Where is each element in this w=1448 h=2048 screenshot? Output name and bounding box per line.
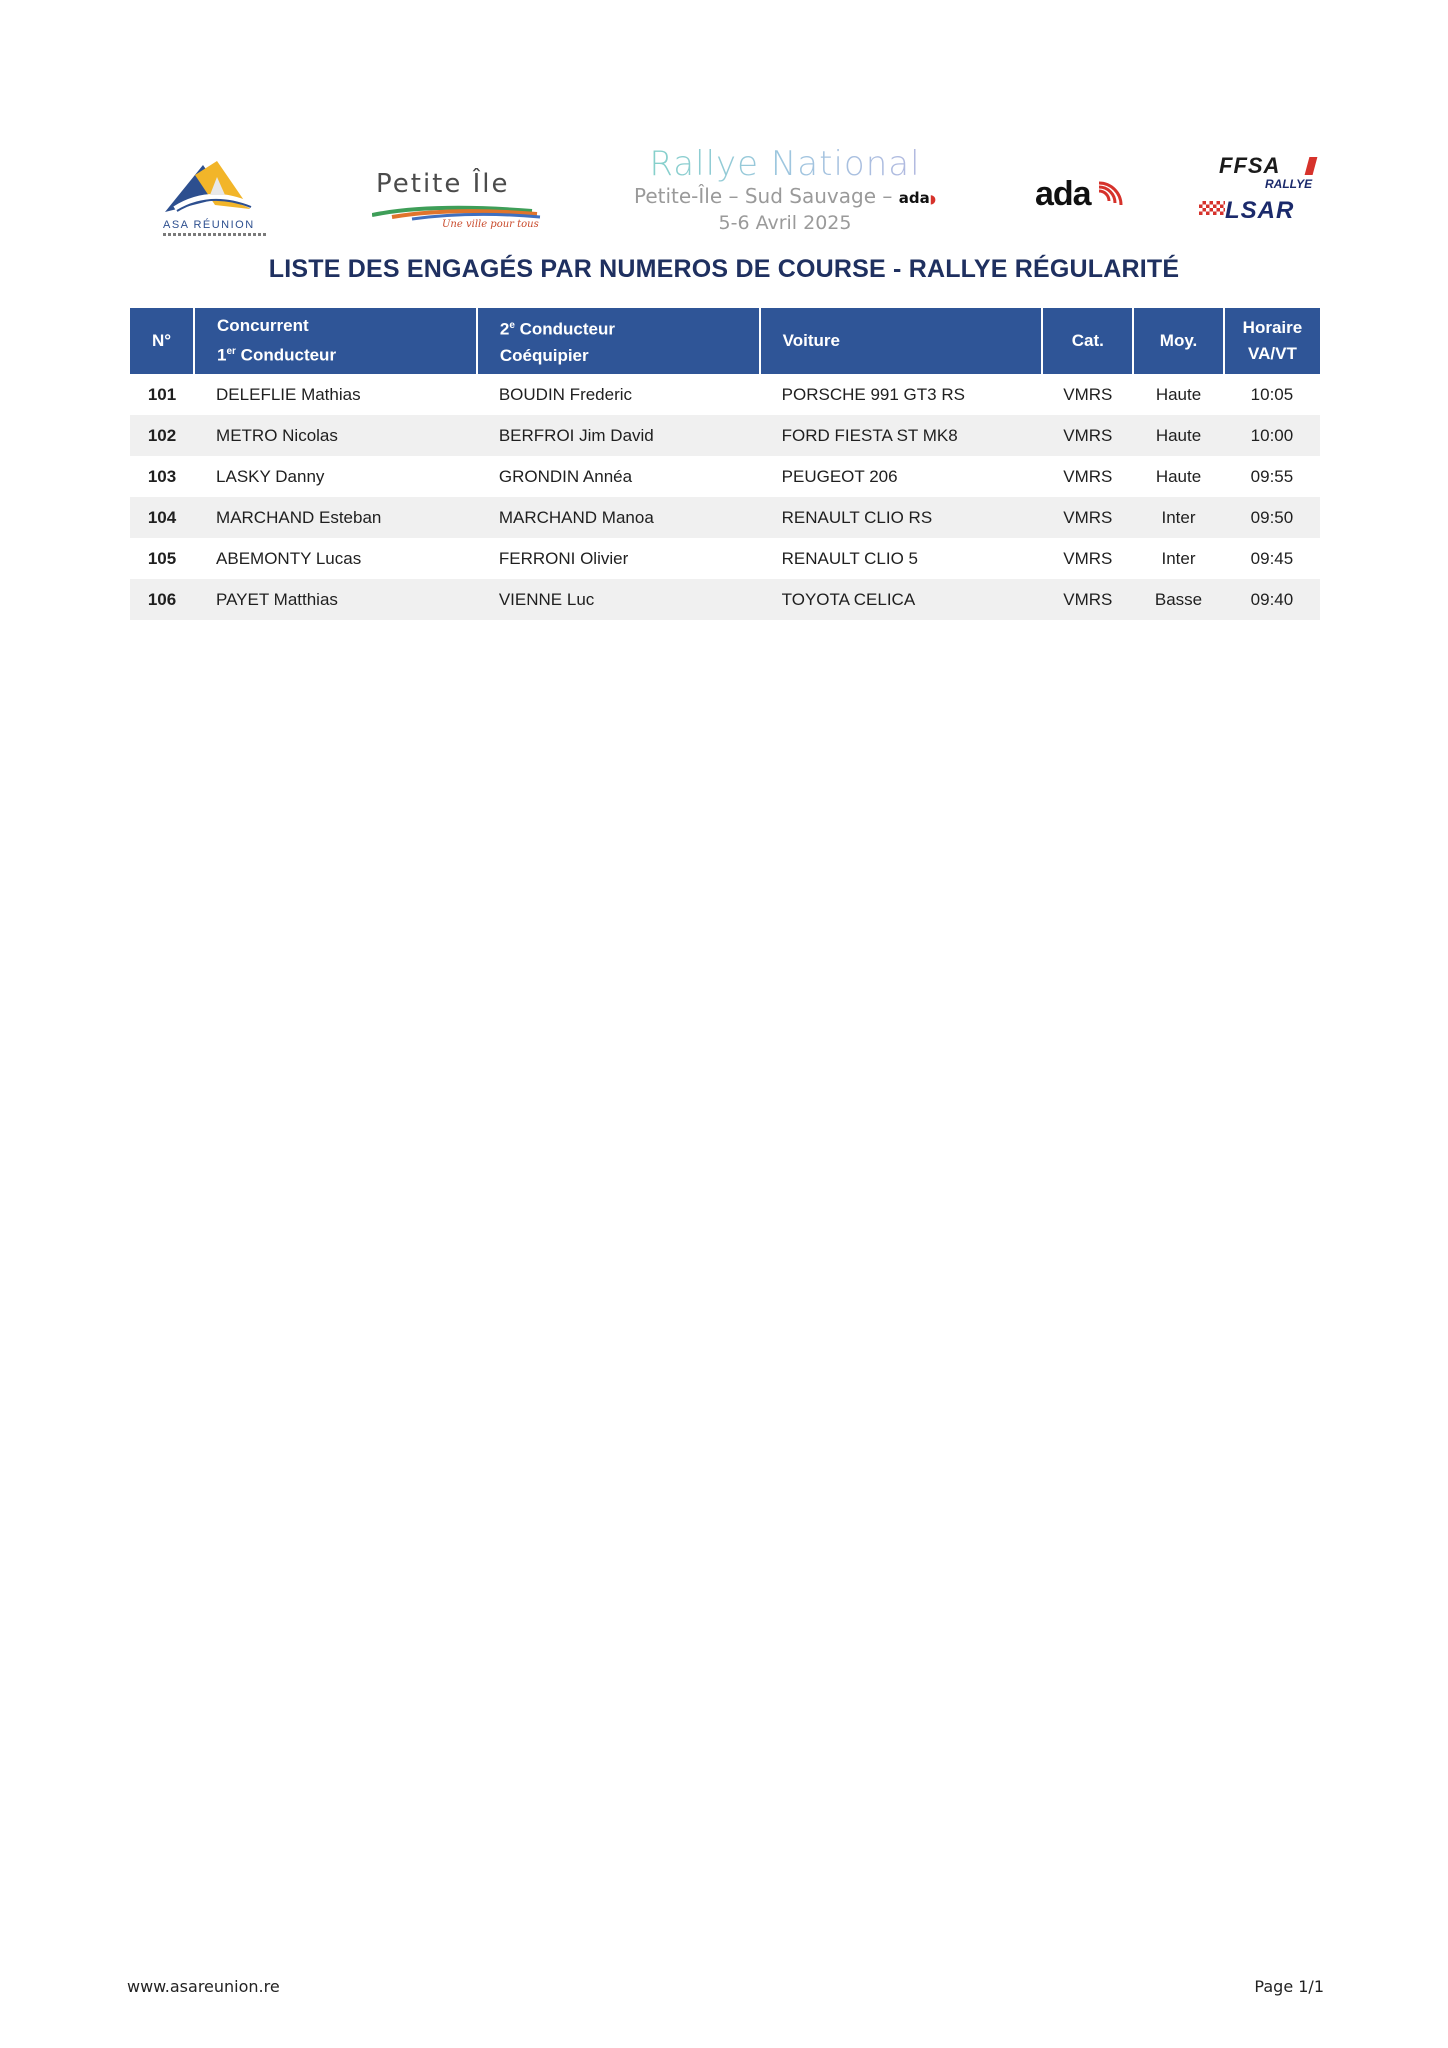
header-first-driver [217,339,476,369]
header-no: N° [130,308,194,374]
rallye-title: Rallye National [620,145,950,183]
cell-codriver: MARCHAND Manoa [477,497,760,538]
header-first-driver-num: 1 [217,345,227,365]
cell-driver: DELEFLIE Mathias [216,384,361,404]
cell-driver: MARCHAND Esteban [194,497,477,538]
cell-car: FORD FIESTA ST MK8 [760,415,1043,456]
header-second-driver-num: 2 [499,319,510,339]
asa-logo-text: ASA RÉUNION [163,219,255,231]
header-concurrent-label: Concurrent [217,316,309,336]
ffsa-rallye-text: RALLYE [1265,177,1313,191]
header-second-driver [477,308,760,374]
lsar-text: LSAR [1225,197,1295,224]
header-horaire [1224,308,1320,374]
header-second-driver-label: Conducteur [514,319,615,339]
asa-logo-subline [163,233,267,236]
table-row [130,374,1320,415]
rallye-subtitle-text: Petite-Île – Sud Sauvage – [633,184,893,208]
table-row [130,497,1320,538]
rallye-subtitle [620,183,950,212]
cell-codriver: VIENNE Luc [477,579,760,620]
cell-time: 09:45 [1250,548,1294,568]
cell-codriver: BERFROI Jim David [477,415,760,456]
ada-logo-text: ada [1035,175,1091,213]
asa-reunion-logo [155,157,275,237]
table-row [130,456,1320,497]
checkered-flag-icon [1199,201,1225,215]
table-row [130,579,1320,620]
cell-moy: Basse [1133,579,1224,620]
table-header-row [130,308,1320,374]
cell-time: 10:00 [1224,415,1320,456]
cell-time: 09:50 [1224,497,1320,538]
cell-car: RENAULT CLIO RS [760,497,1043,538]
cell-time: 09:55 [1250,466,1294,486]
rallye-date: 5-6 Avril 2025 [718,212,852,234]
header-first-driver-label: Conducteur [235,345,337,365]
asa-mountain-icon [155,157,265,219]
cell-moy: Haute [1155,384,1202,404]
cell-moy: Inter [1161,548,1196,568]
footer-website[interactable]: www.asareunion.re [127,1977,280,1996]
cell-cat: VMRS [1063,466,1113,486]
cell-no: 103 [147,466,177,486]
header-second-driver-line [500,313,759,343]
cell-cat: VMRS [1042,415,1133,456]
ada-signal-icon: ◗ [929,192,937,206]
petite-ile-name: Petite Île [376,169,510,199]
cell-car: TOYOTA CELICA [760,579,1043,620]
petite-ile-logo [370,163,540,233]
cell-driver: LASKY Danny [216,466,325,486]
page-title: LISTE DES ENGAGÉS PAR NUMEROS DE COURSE - RALLYE RÉGULARITÉ [268,255,1180,283]
header-cat: Cat. [1042,308,1133,374]
cell-driver: METRO Nicolas [194,415,477,456]
header-concurrent [194,308,477,374]
table-row [130,538,1320,579]
header-horaire-label: Horaire [1242,318,1303,337]
rallye-ada-mini: ada [898,189,930,207]
cell-car: PORSCHE 991 GT3 RS [781,384,965,404]
cell-codriver: GRONDIN Annéa [498,466,633,486]
rallye-national-logo [620,145,950,245]
header-coequipier: Coéquipier [499,345,589,365]
cell-car: RENAULT CLIO 5 [781,548,919,568]
cell-driver: PAYET Matthias [194,579,477,620]
header-vavt-label: VA/VT [1248,344,1297,363]
header-first-driver-sup: er [226,346,236,358]
cell-moy: Haute [1133,415,1224,456]
cell-codriver: FERRONI Olivier [498,548,629,568]
cell-cat: VMRS [1042,579,1133,620]
cell-no: 106 [130,579,194,620]
footer-page-number: Page 1/1 [1254,1977,1324,1996]
cell-moy: Haute [1155,466,1202,486]
ffsa-text: FFSA [1219,153,1281,178]
ffsa-red-bar [1305,157,1318,175]
cell-no: 105 [147,548,177,568]
header-logos [0,145,1448,245]
ffsa-lsar-logo [1195,153,1330,243]
cell-time: 10:05 [1250,384,1294,404]
header-second-driver-sup: e [509,320,515,332]
entries-table [130,308,1320,620]
cell-driver: ABEMONTY Lucas [216,548,362,568]
petite-ile-tagline: Une ville pour tous [442,219,539,230]
ada-logo [1035,175,1135,215]
cell-no: 102 [130,415,194,456]
cell-car: PEUGEOT 206 [781,466,898,486]
cell-moy: Inter [1133,497,1224,538]
ada-signal-icon [1095,181,1123,209]
cell-cat: VMRS [1063,548,1113,568]
cell-codriver: BOUDIN Frederic [498,384,633,404]
cell-no: 101 [147,384,177,404]
header-moy: Moy. [1133,308,1224,374]
table-row [130,415,1320,456]
cell-cat: VMRS [1042,497,1133,538]
header-voiture: Voiture [760,308,1043,374]
cell-cat: VMRS [1063,384,1113,404]
cell-time: 09:40 [1224,579,1320,620]
cell-no: 104 [130,497,194,538]
